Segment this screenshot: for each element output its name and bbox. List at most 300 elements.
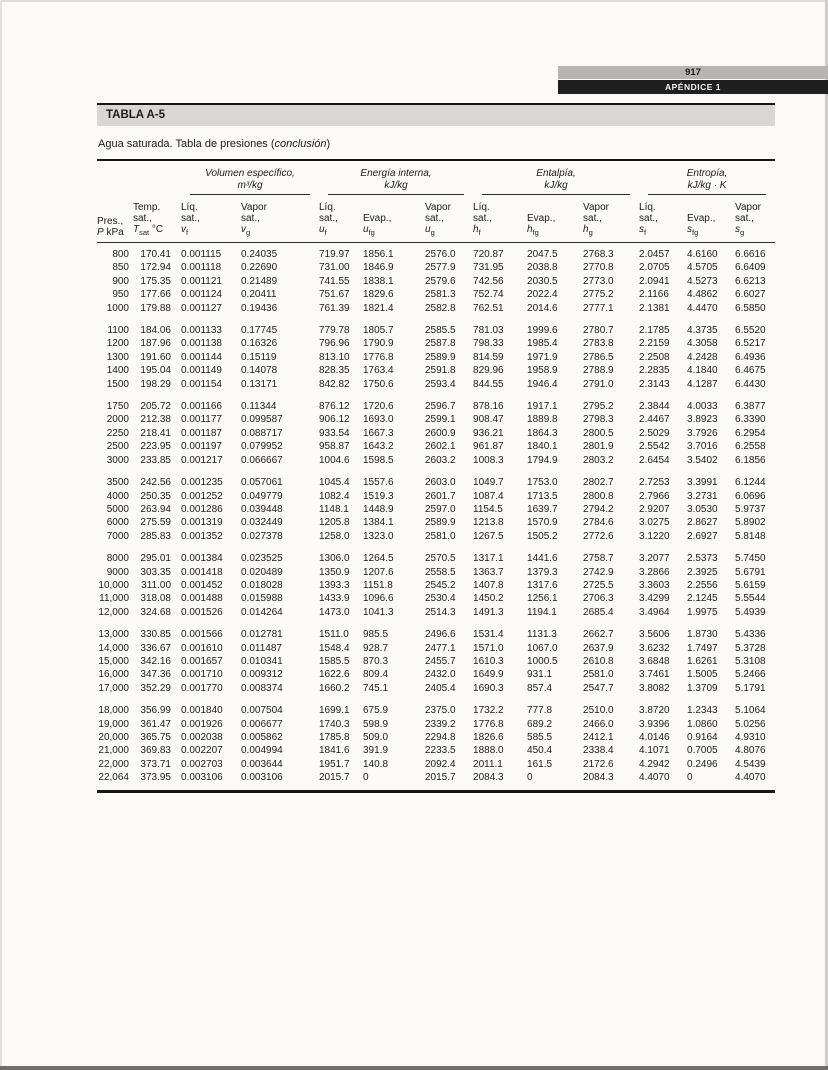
cell: 0.001124 xyxy=(181,289,222,301)
cell: 0.001710 xyxy=(181,669,223,681)
cell: 958.87 xyxy=(319,441,350,453)
cell: 900 xyxy=(112,275,129,287)
cell: 0.11344 xyxy=(241,401,277,413)
cell: 1917.1 xyxy=(527,401,558,413)
cell: 6.5217 xyxy=(735,338,766,350)
cell: 1300 xyxy=(106,351,129,363)
cell: 6.3390 xyxy=(735,414,766,426)
cell: 1441.6 xyxy=(527,553,558,565)
cell: 1999.6 xyxy=(527,325,558,337)
cell: 742.56 xyxy=(473,275,504,287)
cell: 3.3603 xyxy=(639,579,670,591)
cell: 0 xyxy=(527,772,533,784)
cell: 16,000 xyxy=(98,669,129,681)
cell: 2589.9 xyxy=(425,517,456,529)
cell: 170.41 xyxy=(140,249,171,260)
cell: 585.5 xyxy=(527,732,553,743)
cell: 2637.9 xyxy=(583,642,614,654)
cell: 0.001926 xyxy=(181,718,223,730)
table-row-p7000 xyxy=(97,530,775,543)
cell: 5.8902 xyxy=(735,517,766,529)
table-row-p1300 xyxy=(97,351,775,364)
table-row-p9000 xyxy=(97,566,775,579)
cell: 2.0705 xyxy=(639,262,670,274)
cell: 2581.3 xyxy=(425,289,456,301)
group-label: Volumen específico, xyxy=(205,168,295,179)
cell: 1740.3 xyxy=(319,718,350,730)
saturated-water-pressure-table xyxy=(97,159,775,793)
cell: 6.3877 xyxy=(735,401,766,413)
cell: 6.0696 xyxy=(735,490,766,502)
cell: 2772.6 xyxy=(583,530,614,542)
cell: 813.10 xyxy=(319,351,350,363)
cell: 2233.5 xyxy=(425,745,456,757)
cell: 1794.9 xyxy=(527,454,558,466)
cell: 6.6213 xyxy=(735,275,766,287)
cell: 2547.7 xyxy=(583,682,614,694)
cell: 3.0275 xyxy=(639,517,670,529)
cell: 0.032449 xyxy=(241,517,283,529)
cell: 0.003106 xyxy=(241,772,283,784)
cell: 2092.4 xyxy=(425,758,456,770)
group-header-internal-energy xyxy=(319,160,473,195)
table-row-p10000 xyxy=(97,579,775,592)
cell: 1.0860 xyxy=(687,718,718,730)
cell: 0.001197 xyxy=(181,441,222,453)
cell: 330.85 xyxy=(140,629,171,641)
cell: 761.39 xyxy=(319,302,350,314)
cell: 0.002703 xyxy=(181,758,223,770)
cell: 0.003106 xyxy=(181,772,223,784)
cell: 1829.6 xyxy=(363,289,394,301)
cell: 0.001133 xyxy=(181,325,222,337)
cell: 1667.3 xyxy=(363,427,394,439)
cell: 5.6791 xyxy=(735,566,766,578)
cell: 0.001187 xyxy=(181,427,222,439)
cell: 1306.0 xyxy=(319,553,350,565)
cell: 0.039448 xyxy=(241,503,283,515)
cell: 2.3844 xyxy=(639,401,670,413)
cell: 2786.5 xyxy=(583,351,614,363)
cell: 5.1791 xyxy=(735,682,766,694)
cell: 9000 xyxy=(106,566,129,578)
cell: 2585.5 xyxy=(425,325,456,337)
cell: 1622.6 xyxy=(319,669,350,681)
cell: 751.67 xyxy=(319,289,350,301)
cell: 4.2428 xyxy=(687,351,718,363)
cell: 0.014264 xyxy=(241,606,283,618)
cell: 1008.3 xyxy=(473,454,504,466)
cell: 1100 xyxy=(107,325,129,337)
table-row-p6000 xyxy=(97,516,775,529)
cell: 2015.7 xyxy=(319,772,350,784)
cell: 0.001840 xyxy=(181,705,223,717)
cell: 1838.1 xyxy=(363,275,394,287)
cell: 2685.4 xyxy=(583,606,614,618)
cell: 1750.6 xyxy=(363,378,394,390)
cell: 2.4467 xyxy=(639,414,670,426)
group-header-specific-volume xyxy=(181,160,319,195)
cell: 1511.0 xyxy=(319,629,349,641)
cell: 3.8082 xyxy=(639,682,670,694)
cell: 2015.7 xyxy=(425,772,456,784)
cell: 720.87 xyxy=(473,249,504,260)
cell: 1267.5 xyxy=(473,530,504,542)
cell: 1548.4 xyxy=(319,642,350,654)
caption-italic: conclusión xyxy=(274,138,327,150)
cell: 0.001127 xyxy=(181,302,222,314)
cell: 2038.8 xyxy=(527,262,558,274)
cell: 1041.3 xyxy=(363,606,394,618)
cell: 3.7016 xyxy=(687,441,718,453)
cell: 2794.2 xyxy=(583,503,614,515)
cell: 1643.2 xyxy=(363,441,394,453)
cell: 0.004994 xyxy=(241,745,283,757)
cell: 0.19436 xyxy=(241,302,278,314)
cell: 1639.7 xyxy=(527,503,558,515)
cell: 0.001770 xyxy=(181,682,223,694)
cell: 0.006677 xyxy=(241,718,283,730)
column-header-vg: Vapor sat., $v_g$ xyxy=(241,195,319,243)
cell: 0.005862 xyxy=(241,732,283,743)
table-row-p8000 xyxy=(97,543,775,565)
cell: 2802.7 xyxy=(583,477,614,489)
cell: 2.1245 xyxy=(687,593,718,605)
cell: 3.2077 xyxy=(639,553,670,565)
cell: 1363.7 xyxy=(473,566,504,578)
cell: 0.018028 xyxy=(241,579,283,591)
column-header-Tsat: Temp. sat., $T_{sat}$ °C xyxy=(133,195,181,243)
cell: 1148.1 xyxy=(319,503,349,515)
table-row-p800 xyxy=(97,243,775,262)
cell: 2.2508 xyxy=(639,351,670,363)
cell: 2773.0 xyxy=(583,275,614,287)
cell: 2.0941 xyxy=(639,275,670,287)
cell: 0.066667 xyxy=(241,454,283,466)
cell: 2725.5 xyxy=(583,579,614,591)
cell: 1205.8 xyxy=(319,517,350,529)
cell: 2780.7 xyxy=(583,325,614,337)
cell: 361.47 xyxy=(140,718,171,730)
cell: 2.6454 xyxy=(639,454,670,466)
cell: 161.5 xyxy=(527,758,553,770)
cell: 0.049779 xyxy=(241,490,283,502)
cell: 1.3709 xyxy=(687,682,718,694)
cell: 3.5606 xyxy=(639,629,670,641)
cell: 779.78 xyxy=(319,325,350,337)
cell: 1.9975 xyxy=(687,606,718,618)
cell: 2783.8 xyxy=(583,338,614,350)
group-label: Entalpía, xyxy=(536,168,576,179)
cell: 814.59 xyxy=(473,351,504,363)
cell: 1585.5 xyxy=(319,655,350,667)
cell: 2768.3 xyxy=(583,249,614,260)
cell: 3.2866 xyxy=(639,566,670,578)
cell: 0.001154 xyxy=(181,378,222,390)
table-row-p22000 xyxy=(97,758,775,771)
cell: 6.4430 xyxy=(735,378,766,390)
cell: 731.00 xyxy=(319,262,350,274)
cell: 6.6409 xyxy=(735,262,766,274)
cell: 2.5542 xyxy=(639,441,670,453)
cell: 0.001488 xyxy=(181,593,223,605)
cell: 1699.1 xyxy=(319,705,350,717)
cell: 140.8 xyxy=(363,758,389,770)
cell: 212.38 xyxy=(140,414,171,426)
cell: 3.4964 xyxy=(639,606,670,618)
cell: 1531.4 xyxy=(473,629,504,641)
cell: 336.67 xyxy=(140,642,171,654)
cell: 13,000 xyxy=(98,629,129,641)
cell: 4.6160 xyxy=(687,249,718,260)
cell: 0 xyxy=(687,772,693,784)
cell: 0 xyxy=(363,772,369,784)
cell: 3.1220 xyxy=(639,530,670,542)
cell: 1049.7 xyxy=(473,477,504,489)
cell: 2.3925 xyxy=(687,566,718,578)
cell: 0.2496 xyxy=(687,758,718,770)
caption-text: Agua saturada. Tabla de presiones ( xyxy=(98,138,275,150)
cell: 1393.3 xyxy=(319,579,350,591)
cell: 1045.4 xyxy=(319,477,350,489)
table-row-p3500 xyxy=(97,467,775,489)
cell: 4.5439 xyxy=(735,758,766,770)
cell: 5.5544 xyxy=(735,593,766,605)
cell: 1.5005 xyxy=(687,669,718,681)
table-row-p1100 xyxy=(97,315,775,337)
cell: 0.088717 xyxy=(241,427,283,439)
cell: 11,000 xyxy=(99,593,129,605)
cell: 5.0256 xyxy=(735,718,766,730)
cell: 2432.0 xyxy=(425,669,456,681)
cell: 2582.8 xyxy=(425,302,456,314)
cell: 2000 xyxy=(106,414,129,426)
cell: 1500 xyxy=(106,378,129,390)
cell: 798.33 xyxy=(473,338,504,350)
cell: 5.3108 xyxy=(735,655,766,667)
table-body xyxy=(97,243,775,792)
cell: 5.6159 xyxy=(735,579,766,591)
cell: 0.001144 xyxy=(181,351,222,363)
cell: 4.1287 xyxy=(687,378,718,390)
cell: 1151.8 xyxy=(363,579,393,591)
group-header-enthalpy xyxy=(473,160,639,195)
cell: 4.0033 xyxy=(687,401,718,413)
cell: 4.2942 xyxy=(639,758,670,770)
cell: 5000 xyxy=(106,503,129,515)
cell: 2500 xyxy=(106,441,129,453)
cell: 2587.8 xyxy=(425,338,456,350)
cell: 373.71 xyxy=(140,758,171,770)
cell: 0.9164 xyxy=(687,732,718,743)
cell: 2.1785 xyxy=(639,325,670,337)
cell: 0.001452 xyxy=(181,579,223,591)
cell: 0.001384 xyxy=(181,553,223,565)
cell: 2.3143 xyxy=(639,378,670,390)
page-number-bar xyxy=(558,66,828,79)
cell: 6.5850 xyxy=(735,302,766,314)
cell: 1264.5 xyxy=(363,553,394,565)
cell: 5.4336 xyxy=(735,629,766,641)
cell: 1213.8 xyxy=(473,517,504,529)
cell: 2084.3 xyxy=(583,772,614,784)
cell: 3.6232 xyxy=(639,642,670,654)
cell: 3.0530 xyxy=(687,503,718,515)
cell: 1840.1 xyxy=(527,441,558,453)
caption-suffix: ) xyxy=(326,138,331,150)
cell: 2589.9 xyxy=(425,351,456,363)
cell: 2.2556 xyxy=(687,579,718,591)
cell: 356.99 xyxy=(140,705,171,717)
cell: 1258.0 xyxy=(319,530,350,542)
cell: 12,000 xyxy=(98,606,129,618)
cell: 177.66 xyxy=(140,289,171,301)
cell: 365.75 xyxy=(140,732,171,743)
cell: 198.29 xyxy=(140,378,171,390)
cell: 809.4 xyxy=(363,669,389,681)
cell: 745.1 xyxy=(363,682,389,694)
cell: 1750 xyxy=(106,401,129,413)
cell: 2339.2 xyxy=(425,718,456,730)
table-row-p12000 xyxy=(97,606,775,619)
table-row-p22064 xyxy=(97,771,775,791)
page-number: 917 xyxy=(685,67,701,78)
cell: 20,000 xyxy=(98,732,129,743)
cell: 0.14078 xyxy=(241,365,278,377)
cell: 4.4070 xyxy=(639,772,670,784)
table-row-p18000 xyxy=(97,695,775,717)
cell: 828.35 xyxy=(319,365,350,377)
table-row-p15000 xyxy=(97,655,775,668)
cell: 985.5 xyxy=(363,629,389,641)
table-caption xyxy=(98,138,775,150)
cell: 0.015988 xyxy=(241,593,283,605)
cell: 1087.4 xyxy=(473,490,504,502)
column-header-vf: Líq. sat., $v_f$ xyxy=(181,195,241,243)
cell: 6.6616 xyxy=(735,249,766,260)
cell: 1571.0 xyxy=(473,642,504,654)
cell: 0.001526 xyxy=(181,606,223,618)
cell: 369.83 xyxy=(140,745,171,757)
table-row-p850 xyxy=(97,261,775,274)
cell: 1448.9 xyxy=(363,503,394,515)
cell: 2801.9 xyxy=(583,441,614,453)
cell: 1958.9 xyxy=(527,365,558,377)
cell: 4.4862 xyxy=(687,289,718,301)
cell: 4.0146 xyxy=(639,732,670,743)
cell: 2602.1 xyxy=(425,441,456,453)
cell: 0.001418 xyxy=(181,566,223,578)
cell: 6.2954 xyxy=(735,427,766,439)
cell: 876.12 xyxy=(319,401,350,413)
table-row-p1500 xyxy=(97,378,775,391)
cell: 0.16326 xyxy=(241,338,278,350)
cell: 3.7926 xyxy=(687,427,718,439)
cell: 2338.4 xyxy=(583,745,614,757)
cell: 6.1856 xyxy=(735,454,766,466)
column-header-hfg: Evap., $h_{fg}$ xyxy=(527,195,583,243)
cell: 5.7450 xyxy=(735,553,766,565)
cell: 842.82 xyxy=(319,378,350,390)
cell: 2591.8 xyxy=(425,365,456,377)
cell: 3.5402 xyxy=(687,454,718,466)
cell: 0.001657 xyxy=(181,655,223,667)
cell: 2.0457 xyxy=(639,249,670,260)
cell: 2412.1 xyxy=(583,732,614,743)
cell: 1598.5 xyxy=(363,454,394,466)
cell: 450.4 xyxy=(527,745,553,757)
cell: 2466.0 xyxy=(583,718,614,730)
cell: 0.007504 xyxy=(241,705,283,717)
cell: 2570.5 xyxy=(425,553,456,565)
table-row-p4000 xyxy=(97,490,775,503)
cell: 0.21489 xyxy=(241,275,278,287)
cell: 318.08 xyxy=(140,593,171,605)
cell: 0.001217 xyxy=(181,454,223,466)
cell: 2514.3 xyxy=(425,606,456,618)
cell: 4.1071 xyxy=(639,745,670,757)
cell: 2.8627 xyxy=(687,517,718,529)
cell: 17,000 xyxy=(98,682,129,694)
cell: 275.59 xyxy=(140,517,171,529)
cell: 752.74 xyxy=(473,289,504,301)
cell: 2530.4 xyxy=(425,593,456,605)
table-row-p11000 xyxy=(97,592,775,605)
cell: 2775.2 xyxy=(583,289,614,301)
cell: 961.87 xyxy=(473,441,504,453)
cell: 731.95 xyxy=(473,262,504,274)
cell: 1194.1 xyxy=(527,606,557,618)
table-row-p16000 xyxy=(97,668,775,681)
cell: 2250 xyxy=(106,427,129,439)
cell: 0.008374 xyxy=(241,682,283,694)
cell: 844.55 xyxy=(473,378,504,390)
cell: 324.68 xyxy=(140,606,171,618)
cell: 2581.0 xyxy=(583,669,614,681)
cell: 2800.8 xyxy=(583,490,614,502)
cell: 906.12 xyxy=(319,414,350,426)
cell: 22,064 xyxy=(98,772,129,784)
cell: 352.29 xyxy=(140,682,171,694)
cell: 1067.0 xyxy=(527,642,558,654)
cell: 2593.4 xyxy=(425,378,456,390)
cell: 1256.1 xyxy=(527,593,558,605)
cell: 762.51 xyxy=(473,302,504,314)
cell: 5.2466 xyxy=(735,669,766,681)
cell: 0.001118 xyxy=(181,262,222,274)
cell: 1505.2 xyxy=(527,530,558,542)
cell: 2603.2 xyxy=(425,454,456,466)
cell: 0.24035 xyxy=(241,249,278,260)
cell: 2784.6 xyxy=(583,517,614,529)
cell: 2596.7 xyxy=(425,401,456,413)
cell: 0.001286 xyxy=(181,503,223,515)
cell: 2.7966 xyxy=(639,490,670,502)
cell: 0.002207 xyxy=(181,745,223,757)
cell: 285.83 xyxy=(140,530,171,542)
cell: 4.5273 xyxy=(687,275,718,287)
cell: 0.011487 xyxy=(241,642,282,654)
group-unit: kJ/kg xyxy=(384,179,408,191)
cell: 4.5705 xyxy=(687,262,718,274)
cell: 1379.3 xyxy=(527,566,558,578)
cell: 0.7005 xyxy=(687,745,718,757)
cell: 2172.6 xyxy=(583,758,614,770)
cell: 19,000 xyxy=(98,718,129,730)
cell: 6.5520 xyxy=(735,325,766,337)
cell: 6.2558 xyxy=(735,441,766,453)
cell: 6.4675 xyxy=(735,365,766,377)
